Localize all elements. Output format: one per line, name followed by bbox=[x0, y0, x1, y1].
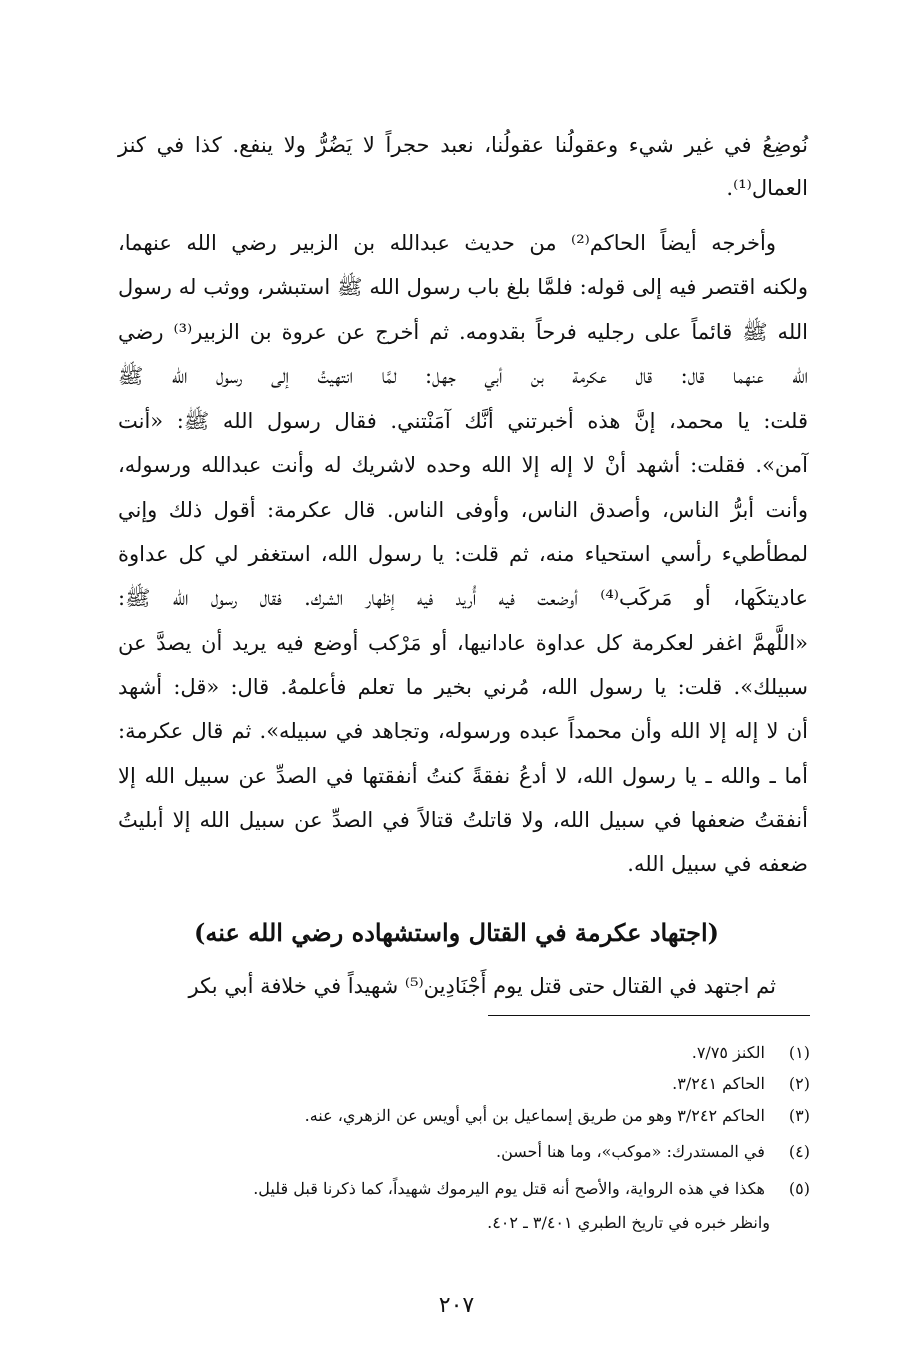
text-line: أنفقتُ ضعفها في سبيل الله، ولا قاتلتُ قتالاً في الصدِّ عن سبيل الله إلا أبليتُ bbox=[118, 808, 808, 832]
section-heading: (اجتهاد عكرمة في القتال واستشهاده رضي الله عنه) bbox=[194, 918, 719, 947]
text-line: آمن». فقلت: أشهد أنْ لا إله إلا الله وحده لاشريك له وأنت عبدالله ورسوله، bbox=[118, 453, 808, 477]
footnote-text: الحاكم ٣/٢٤٢ وهو من طريق إسماعيل بن أبي أويس عن الزهري، عنه. bbox=[304, 1106, 765, 1125]
footnote-number: (١) bbox=[788, 1043, 810, 1062]
footnote-text: الحاكم ٣/٢٤١. bbox=[672, 1074, 765, 1093]
footnote-text: هكذا في هذه الرواية، والأصح أنه قتل يوم اليرموك شهيداً، كما ذكرنا قبل قليل. bbox=[253, 1179, 765, 1198]
footnote-4 bbox=[496, 1139, 810, 1165]
footnote-number: (٣) bbox=[788, 1106, 810, 1125]
footnote-2 bbox=[672, 1071, 810, 1097]
text-line: الله ﷺ قائماً على رجليه فرحاً بقدومه. ثم أخرج عن عروة بن الزبير⁽³⁾ رضي bbox=[118, 320, 808, 344]
text-line: ولكنه اقتصر فيه إلى قوله: فلمَّا بلغ باب رسول الله ﷺ استبشر، ووثب له رسول bbox=[118, 275, 808, 299]
text-line: عاديتكَها، أو مَركَب⁽⁴⁾ أوضعت فيه أُريد فيه إظهار الشرك. فقال رسول الله ﷺ: bbox=[118, 586, 808, 610]
footnote-number: (٤) bbox=[788, 1142, 810, 1161]
footnote-number: (٢) bbox=[788, 1074, 810, 1093]
footnote-5-continuation: وانظر خبره في تاريخ الطبري ٣/٤٠١ ـ ٤٠٢. bbox=[487, 1213, 770, 1232]
text-line: وأخرجه أيضاً الحاكم⁽²⁾ من حديث عبدالله بن الزبير رضي الله عنهما، bbox=[118, 231, 776, 255]
footnote-text: في المستدرك: «موكب»، وما هنا أحسن. bbox=[496, 1142, 765, 1161]
footnote-1 bbox=[692, 1040, 810, 1066]
text-line: وأنت أبرُّ الناس، وأصدق الناس، وأوفى الناس. قال عكرمة: أقول ذلك وإني bbox=[118, 498, 808, 522]
text-line: لمطأطيء رأسي استحياء منه، ثم قلت: يا رسول الله، استغفر لي كل عداوة bbox=[118, 542, 808, 566]
text-line: قلت: يا محمد، إنَّ هذه أخبرتني أنَّك آمَنْتني. فقال رسول الله ﷺ: «أنت bbox=[118, 409, 808, 433]
text-line: «اللَّهمَّ اغفر لعكرمة كل عداوة عادانيها، أو مَرْكب أوضع فيه يريد أن يصدَّ عن bbox=[118, 631, 808, 655]
text-line: أما ـ والله ـ يا رسول الله، لا أدعُ نفقةً كنتُ أنفقتها في الصدِّ عن سبيل الله إلا bbox=[118, 764, 808, 788]
footnote-text: الكنز ٧/٧٥. bbox=[691, 1043, 765, 1062]
text-line: الله عنهما قال: قال عكرمة بن أبي جهل: لمَّا انتهيتُ إلى رسول الله ﷺ bbox=[118, 364, 808, 388]
text-line: أن لا إله إلا الله وأن محمداً عبده ورسوله، وتجاهد في سبيله». ثم قال عكرمة: bbox=[118, 719, 808, 743]
footnote-5 bbox=[253, 1176, 810, 1202]
page-number: ٢٠٧ bbox=[438, 1293, 475, 1318]
footnote-separator bbox=[488, 1015, 810, 1016]
text-line: ضعفه في سبيل الله. bbox=[627, 852, 808, 876]
footnote-3 bbox=[305, 1103, 810, 1129]
footnote-number: (٥) bbox=[788, 1179, 810, 1198]
text-line: سبيلك». قلت: يا رسول الله، مُرني بخير ما تعلم فأعلمهُ. قال: «قل: أشهد bbox=[118, 675, 808, 699]
text-line: نُوضِعُ في غير شيء وعقولُنا عقولُنا، نعبد حجراً لا يَضُرُّ ولا ينفع. كذا في كنز bbox=[118, 133, 808, 157]
text-line: العمال⁽¹⁾. bbox=[726, 176, 808, 200]
text-line: ثم اجتهد في القتال حتى قتل يوم أَجْنَادِين⁽⁵⁾ شهيداً في خلافة أبي بكر bbox=[188, 974, 776, 998]
